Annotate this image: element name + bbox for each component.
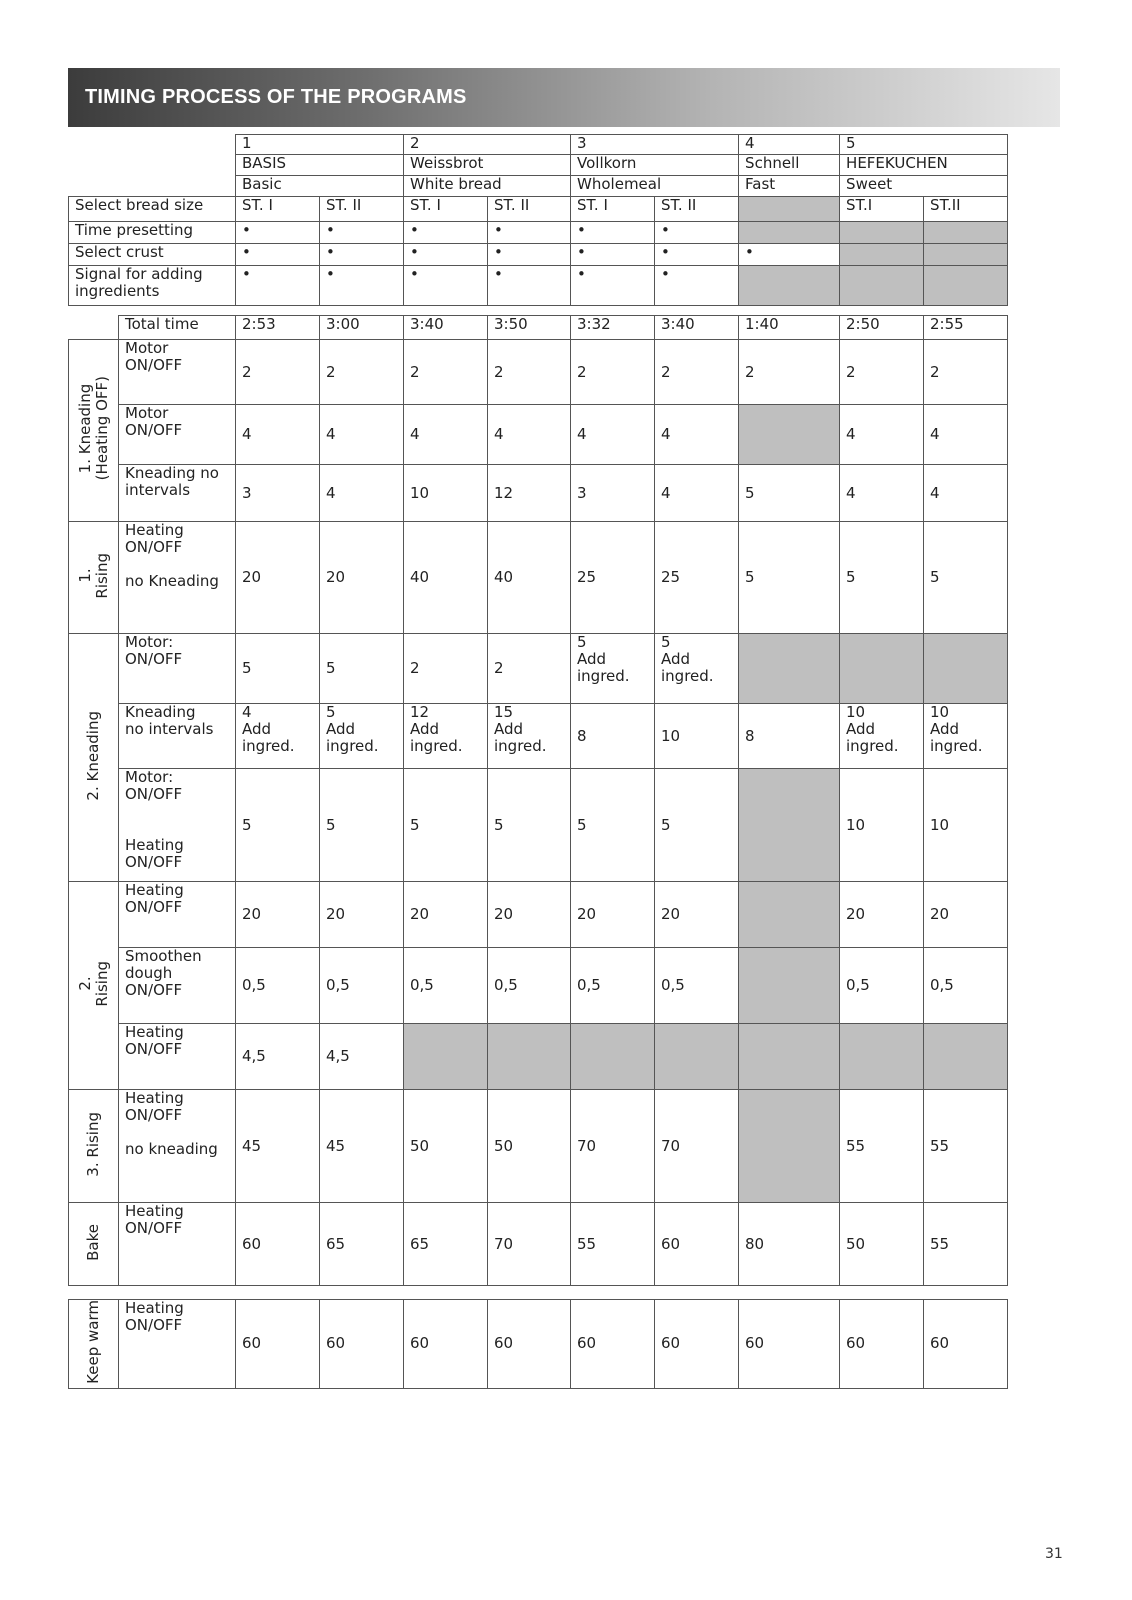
timing-table bbox=[68, 315, 1008, 1286]
time-cell: 10 bbox=[655, 704, 739, 769]
option-cell: • bbox=[655, 266, 739, 306]
time-cell: 55 bbox=[924, 1203, 1008, 1286]
time-cell: 4 bbox=[488, 405, 571, 465]
section-label bbox=[69, 340, 119, 522]
keep-warm-table bbox=[68, 1299, 1008, 1389]
option-cell-unavailable bbox=[739, 222, 840, 244]
option-cell-unavailable bbox=[924, 244, 1008, 266]
time-cell: 20 bbox=[655, 882, 739, 948]
bread-size-cell: ST. II bbox=[488, 197, 571, 222]
bread-size-cell: ST.II bbox=[924, 197, 1008, 222]
time-cell: 25 bbox=[655, 522, 739, 634]
time-cell-unavailable bbox=[840, 634, 924, 704]
program-name-en: Sweet bbox=[840, 176, 1008, 197]
total-time-cell: 3:00 bbox=[320, 316, 404, 340]
timing-row bbox=[69, 1090, 1008, 1203]
keep-warm-row bbox=[69, 1300, 1008, 1389]
section-label bbox=[69, 1090, 119, 1203]
section-label-text: 3. Rising bbox=[84, 1111, 102, 1177]
time-cell: 5 bbox=[404, 769, 488, 882]
time-cell: 5 Add ingred. bbox=[320, 704, 404, 769]
blank-cell bbox=[69, 135, 236, 155]
time-cell-unavailable bbox=[840, 1024, 924, 1090]
time-cell: 5 bbox=[655, 769, 739, 882]
time-cell: 2 bbox=[236, 340, 320, 405]
time-cell-unavailable bbox=[739, 634, 840, 704]
time-cell: 4 bbox=[924, 465, 1008, 522]
program-header-row bbox=[69, 155, 1008, 176]
timing-row bbox=[69, 522, 1008, 634]
option-cell: • bbox=[236, 222, 320, 244]
time-cell: 2 bbox=[488, 634, 571, 704]
time-cell: 0,5 bbox=[655, 948, 739, 1024]
section-label bbox=[69, 522, 119, 634]
program-name-en: Fast bbox=[739, 176, 840, 197]
time-cell: 4,5 bbox=[236, 1024, 320, 1090]
time-cell: 55 bbox=[840, 1090, 924, 1203]
option-row bbox=[69, 244, 1008, 266]
time-cell: 20 bbox=[236, 522, 320, 634]
option-row bbox=[69, 266, 1008, 306]
time-cell: 5 bbox=[236, 769, 320, 882]
step-label: Motor ON/OFF bbox=[119, 340, 236, 405]
option-cell: • bbox=[404, 244, 488, 266]
time-cell: 4 bbox=[924, 405, 1008, 465]
total-time-cell: 3:50 bbox=[488, 316, 571, 340]
option-cell: • bbox=[571, 266, 655, 306]
time-cell: 40 bbox=[404, 522, 488, 634]
bread-size-cell: ST. II bbox=[655, 197, 739, 222]
option-cell: • bbox=[488, 222, 571, 244]
time-cell: 2 bbox=[739, 340, 840, 405]
option-cell: • bbox=[571, 244, 655, 266]
timing-row bbox=[69, 1203, 1008, 1286]
blank-cell bbox=[69, 155, 236, 176]
time-cell: 65 bbox=[404, 1203, 488, 1286]
option-cell: • bbox=[655, 222, 739, 244]
time-cell: 4 bbox=[655, 465, 739, 522]
time-cell: 5 bbox=[320, 634, 404, 704]
blank-cell bbox=[69, 176, 236, 197]
time-cell: 60 bbox=[739, 1300, 840, 1389]
time-cell: 2 bbox=[924, 340, 1008, 405]
program-number: 5 bbox=[840, 135, 1008, 155]
total-time-cell: 3:40 bbox=[655, 316, 739, 340]
time-cell: 0,5 bbox=[404, 948, 488, 1024]
time-cell: 12 bbox=[488, 465, 571, 522]
option-cell-unavailable bbox=[840, 244, 924, 266]
total-time-cell: 2:55 bbox=[924, 316, 1008, 340]
time-cell: 50 bbox=[488, 1090, 571, 1203]
option-cell: • bbox=[236, 266, 320, 306]
program-header-row bbox=[69, 176, 1008, 197]
program-header-row bbox=[69, 135, 1008, 155]
row-label: Time presetting bbox=[69, 222, 236, 244]
time-cell: 80 bbox=[739, 1203, 840, 1286]
time-cell-unavailable bbox=[924, 1024, 1008, 1090]
time-cell: 8 bbox=[739, 704, 840, 769]
program-name-en: Wholemeal bbox=[571, 176, 739, 197]
section-label-text: 2. Kneading bbox=[84, 710, 102, 801]
program-name-de: HEFEKUCHEN bbox=[840, 155, 1008, 176]
time-cell: 0,5 bbox=[840, 948, 924, 1024]
time-cell: 0,5 bbox=[571, 948, 655, 1024]
program-name-de: Schnell bbox=[739, 155, 840, 176]
time-cell: 10 bbox=[840, 769, 924, 882]
time-cell-unavailable bbox=[739, 948, 840, 1024]
time-cell-unavailable bbox=[404, 1024, 488, 1090]
time-cell: 60 bbox=[571, 1300, 655, 1389]
bread-size-cell: ST. II bbox=[320, 197, 404, 222]
program-options-table bbox=[68, 134, 1008, 306]
time-cell: 20 bbox=[320, 522, 404, 634]
time-cell: 2 bbox=[488, 340, 571, 405]
time-cell: 4 bbox=[404, 405, 488, 465]
time-cell: 20 bbox=[488, 882, 571, 948]
option-cell: • bbox=[404, 222, 488, 244]
row-label: Signal for adding ingredients bbox=[69, 266, 236, 306]
timing-row bbox=[69, 882, 1008, 948]
section-label bbox=[69, 634, 119, 882]
time-cell: 8 bbox=[571, 704, 655, 769]
time-cell: 4 Add ingred. bbox=[236, 704, 320, 769]
bread-size-cell: ST. I bbox=[404, 197, 488, 222]
time-cell: 60 bbox=[236, 1300, 320, 1389]
blank-cell bbox=[69, 316, 119, 340]
time-cell: 2 bbox=[840, 340, 924, 405]
time-cell: 4 bbox=[840, 465, 924, 522]
program-name-en: Basic bbox=[236, 176, 404, 197]
timing-row bbox=[69, 1024, 1008, 1090]
timing-row bbox=[69, 634, 1008, 704]
time-cell: 20 bbox=[320, 882, 404, 948]
step-label: Heating ON/OFF bbox=[119, 882, 236, 948]
time-cell: 5 bbox=[739, 465, 840, 522]
option-cell: • bbox=[320, 266, 404, 306]
time-cell: 15 Add ingred. bbox=[488, 704, 571, 769]
bread-size-cell: ST. I bbox=[571, 197, 655, 222]
time-cell: 20 bbox=[840, 882, 924, 948]
time-cell: 40 bbox=[488, 522, 571, 634]
bread-size-unavailable bbox=[739, 197, 840, 222]
step-label: Heating ON/OFF bbox=[119, 1203, 236, 1286]
program-name-de: Weissbrot bbox=[404, 155, 571, 176]
program-number: 2 bbox=[404, 135, 571, 155]
bread-size-cell: ST.I bbox=[840, 197, 924, 222]
time-cell-unavailable bbox=[739, 1024, 840, 1090]
time-cell-unavailable bbox=[924, 634, 1008, 704]
total-time-cell: 1:40 bbox=[739, 316, 840, 340]
time-cell: 5 Add ingred. bbox=[571, 634, 655, 704]
time-cell: 4 bbox=[320, 405, 404, 465]
step-label: Motor: ON/OFF Heating ON/OFF bbox=[119, 769, 236, 882]
time-cell: 60 bbox=[655, 1300, 739, 1389]
option-cell: • bbox=[404, 266, 488, 306]
time-cell: 5 bbox=[924, 522, 1008, 634]
time-cell: 4 bbox=[571, 405, 655, 465]
time-cell: 5 bbox=[571, 769, 655, 882]
time-cell: 5 bbox=[236, 634, 320, 704]
option-cell-unavailable bbox=[924, 266, 1008, 306]
page-header-bar bbox=[68, 68, 1060, 127]
option-cell: • bbox=[320, 222, 404, 244]
time-cell: 5 Add ingred. bbox=[655, 634, 739, 704]
step-label: Heating ON/OFF no Kneading bbox=[119, 522, 236, 634]
time-cell: 4 bbox=[840, 405, 924, 465]
time-cell: 50 bbox=[404, 1090, 488, 1203]
section-label-text: 1. Rising bbox=[75, 552, 111, 599]
option-cell: • bbox=[320, 244, 404, 266]
time-cell: 0,5 bbox=[236, 948, 320, 1024]
time-cell: 60 bbox=[655, 1203, 739, 1286]
section-label-text: 1. Kneading (Heating OFF) bbox=[75, 376, 111, 481]
page-number: 31 bbox=[1045, 1546, 1063, 1562]
option-row bbox=[69, 222, 1008, 244]
time-cell: 5 bbox=[488, 769, 571, 882]
time-cell: 60 bbox=[488, 1300, 571, 1389]
time-cell: 20 bbox=[924, 882, 1008, 948]
timing-row bbox=[69, 769, 1008, 882]
step-label: Kneading no intervals bbox=[119, 465, 236, 522]
program-name-de: BASIS bbox=[236, 155, 404, 176]
time-cell: 2 bbox=[571, 340, 655, 405]
time-cell-unavailable bbox=[739, 882, 840, 948]
step-label: Smoothen dough ON/OFF bbox=[119, 948, 236, 1024]
time-cell: 65 bbox=[320, 1203, 404, 1286]
section-label bbox=[69, 882, 119, 1090]
row-label: Select bread size bbox=[69, 197, 236, 222]
timing-row bbox=[69, 948, 1008, 1024]
step-label: Kneading no intervals bbox=[119, 704, 236, 769]
time-cell: 25 bbox=[571, 522, 655, 634]
time-cell-unavailable bbox=[739, 769, 840, 882]
time-cell: 55 bbox=[571, 1203, 655, 1286]
section-label-text: Keep warm bbox=[84, 1300, 102, 1384]
time-cell: 10 bbox=[924, 769, 1008, 882]
time-cell: 5 bbox=[840, 522, 924, 634]
section-label bbox=[69, 1300, 119, 1389]
time-cell: 0,5 bbox=[924, 948, 1008, 1024]
time-cell: 2 bbox=[320, 340, 404, 405]
time-cell-unavailable bbox=[655, 1024, 739, 1090]
time-cell: 3 bbox=[236, 465, 320, 522]
time-cell: 12 Add ingred. bbox=[404, 704, 488, 769]
time-cell: 5 bbox=[739, 522, 840, 634]
row-label: Total time bbox=[119, 316, 236, 340]
time-cell: 2 bbox=[404, 634, 488, 704]
total-time-cell: 3:32 bbox=[571, 316, 655, 340]
time-cell: 60 bbox=[404, 1300, 488, 1389]
program-name-en: White bread bbox=[404, 176, 571, 197]
option-cell: • bbox=[571, 222, 655, 244]
time-cell: 5 bbox=[320, 769, 404, 882]
total-time-cell: 3:40 bbox=[404, 316, 488, 340]
section-label bbox=[69, 1203, 119, 1286]
time-cell: 60 bbox=[236, 1203, 320, 1286]
time-cell: 10 Add ingred. bbox=[924, 704, 1008, 769]
bread-size-cell: ST. I bbox=[236, 197, 320, 222]
time-cell: 10 Add ingred. bbox=[840, 704, 924, 769]
time-cell: 0,5 bbox=[320, 948, 404, 1024]
option-cell: • bbox=[488, 266, 571, 306]
section-label-text: Bake bbox=[84, 1223, 102, 1261]
time-cell: 45 bbox=[236, 1090, 320, 1203]
option-cell: • bbox=[488, 244, 571, 266]
step-label: Motor: ON/OFF bbox=[119, 634, 236, 704]
time-cell: 10 bbox=[404, 465, 488, 522]
program-number: 1 bbox=[236, 135, 404, 155]
timing-row bbox=[69, 340, 1008, 405]
time-cell: 4 bbox=[655, 405, 739, 465]
time-cell: 0,5 bbox=[488, 948, 571, 1024]
option-cell: • bbox=[236, 244, 320, 266]
time-cell: 4,5 bbox=[320, 1024, 404, 1090]
time-cell: 60 bbox=[320, 1300, 404, 1389]
time-cell: 60 bbox=[840, 1300, 924, 1389]
timing-row bbox=[69, 465, 1008, 522]
time-cell: 20 bbox=[404, 882, 488, 948]
step-label: Heating ON/OFF bbox=[119, 1300, 236, 1389]
time-cell: 3 bbox=[571, 465, 655, 522]
time-cell: 45 bbox=[320, 1090, 404, 1203]
time-cell: 70 bbox=[571, 1090, 655, 1203]
step-label: Heating ON/OFF no kneading bbox=[119, 1090, 236, 1203]
time-cell: 60 bbox=[924, 1300, 1008, 1389]
time-cell: 70 bbox=[655, 1090, 739, 1203]
program-number: 4 bbox=[739, 135, 840, 155]
row-label: Select crust bbox=[69, 244, 236, 266]
time-cell: 2 bbox=[655, 340, 739, 405]
option-cell: • bbox=[739, 244, 840, 266]
time-cell: 4 bbox=[236, 405, 320, 465]
option-cell-unavailable bbox=[840, 222, 924, 244]
program-name-de: Vollkorn bbox=[571, 155, 739, 176]
total-time-row bbox=[69, 316, 1008, 340]
time-cell: 4 bbox=[320, 465, 404, 522]
time-cell: 55 bbox=[924, 1090, 1008, 1203]
total-time-cell: 2:50 bbox=[840, 316, 924, 340]
time-cell: 70 bbox=[488, 1203, 571, 1286]
time-cell: 50 bbox=[840, 1203, 924, 1286]
time-cell-unavailable bbox=[739, 405, 840, 465]
option-cell-unavailable bbox=[840, 266, 924, 306]
total-time-cell: 2:53 bbox=[236, 316, 320, 340]
step-label: Heating ON/OFF bbox=[119, 1024, 236, 1090]
program-number: 3 bbox=[571, 135, 739, 155]
select-bread-size-row bbox=[69, 197, 1008, 222]
time-cell-unavailable bbox=[571, 1024, 655, 1090]
timing-row bbox=[69, 704, 1008, 769]
time-cell: 2 bbox=[404, 340, 488, 405]
time-cell: 20 bbox=[571, 882, 655, 948]
option-cell: • bbox=[655, 244, 739, 266]
time-cell-unavailable bbox=[739, 1090, 840, 1203]
time-cell: 20 bbox=[236, 882, 320, 948]
page-title: TIMING PROCESS OF THE PROGRAMS bbox=[85, 86, 467, 108]
option-cell-unavailable bbox=[739, 266, 840, 306]
step-label: Motor ON/OFF bbox=[119, 405, 236, 465]
section-label-text: 2. Rising bbox=[75, 960, 111, 1007]
timing-row bbox=[69, 405, 1008, 465]
option-cell-unavailable bbox=[924, 222, 1008, 244]
time-cell-unavailable bbox=[488, 1024, 571, 1090]
